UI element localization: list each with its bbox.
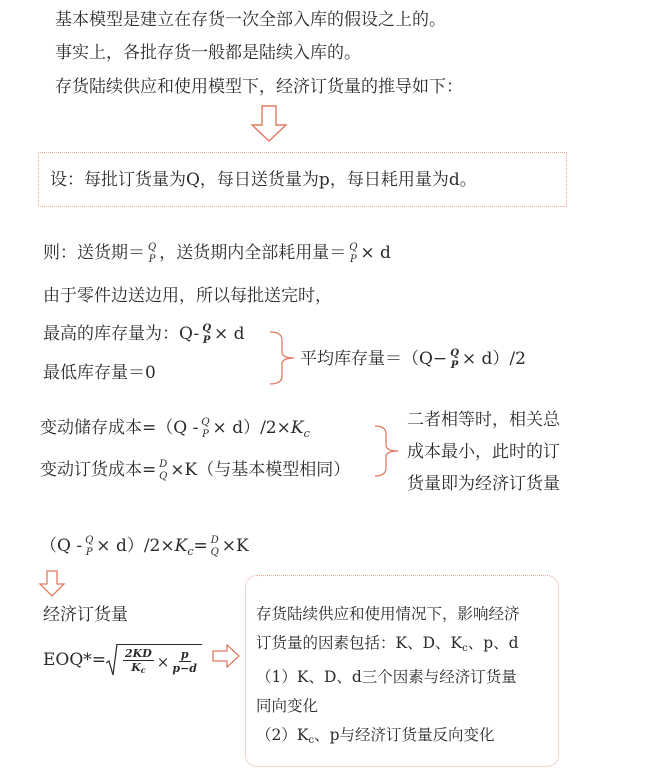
- right-brace-icon: [268, 330, 298, 386]
- intro-line-1: 基本模型是建立在存货一次全部入库的假设之上的。: [55, 10, 446, 30]
- fraction-2kd-over-kc: $\frac{2KD}{Kc}$: [125, 646, 152, 675]
- fraction-q-over-p-3: Q P: [201, 417, 210, 440]
- intro-line-3: 存货陆续供应和使用模型下，经济订货量的推导如下：: [55, 77, 463, 97]
- right-brace-icon-2: [373, 424, 403, 478]
- right-arrow-icon: [212, 644, 240, 668]
- fraction-q-over-p-2: Q P: [349, 242, 358, 265]
- delivery-middle: ，送货期内全部耗用量＝: [159, 243, 347, 263]
- delivery-prefix: 则：送货期＝: [43, 243, 145, 263]
- delivery-period-line: [43, 242, 391, 265]
- delivery-suffix: × d: [360, 243, 391, 263]
- fraction-d-over-q-2: D Q: [210, 535, 219, 558]
- eoq-formula: EOQ*= $\frac{2KD}{Kc}$ × $\frac{p}{p-d}$: [43, 643, 202, 677]
- fraction-p-over-p-minus-d: $\frac{p}{p-d}$: [172, 648, 197, 675]
- down-arrow-icon: [250, 105, 290, 143]
- max-inventory-line: 最高的库存量为：Q- Q P × d: [43, 323, 245, 346]
- fraction-d-over-q: D Q: [159, 459, 168, 482]
- intro-line-2: 事实上，各批存货一般都是陆续入库的。: [55, 43, 361, 63]
- delivery-line-2: 由于零件边送边用，所以每批送完时，: [43, 286, 332, 306]
- storage-cost-line: 变动储存成本=（Q - Q P × $d)/2\times K_c$: [40, 417, 310, 440]
- average-inventory-line: 平均库存量＝（Q− Q P × d）/2: [300, 348, 526, 371]
- factors-text: 存货陆续供应和使用情况下，影响经济 订货量的因素包括：K、D、$K_c$、p、d （1）K、D、d三个因素与经济订货量 同向变化 $(2)K_c$、p与经济订货量反向变化: [256, 605, 520, 746]
- fraction-q-over-p-bold-2: Q P: [450, 348, 459, 371]
- fraction-q-over-p-4: Q P: [85, 535, 94, 558]
- eoq-label: 经济订货量: [43, 605, 128, 625]
- equality-equation: （Q - Q P × $d)/2\times K_c=$ D Q ×K: [40, 535, 249, 558]
- assumption-text: 设：每批订货量为Q，每日送货量为p，每日耗用量为d。: [50, 170, 477, 190]
- down-arrow-icon-2: [38, 570, 66, 598]
- square-root: $\frac{2KD}{Kc}$ × $\frac{p}{p-d}$: [106, 643, 202, 677]
- order-cost-line: 变动订货成本= D Q ×K（与基本模型相同）: [40, 459, 351, 482]
- min-inventory-line: 最低库存量＝0: [43, 363, 156, 383]
- fraction-q-over-p-bold: Q P: [202, 323, 212, 346]
- cost-conclusion: 二者相等时，相关总 成本最小，此时的订 货量即为经济订货量: [407, 410, 560, 494]
- fraction-q-over-p: Q P: [148, 242, 157, 265]
